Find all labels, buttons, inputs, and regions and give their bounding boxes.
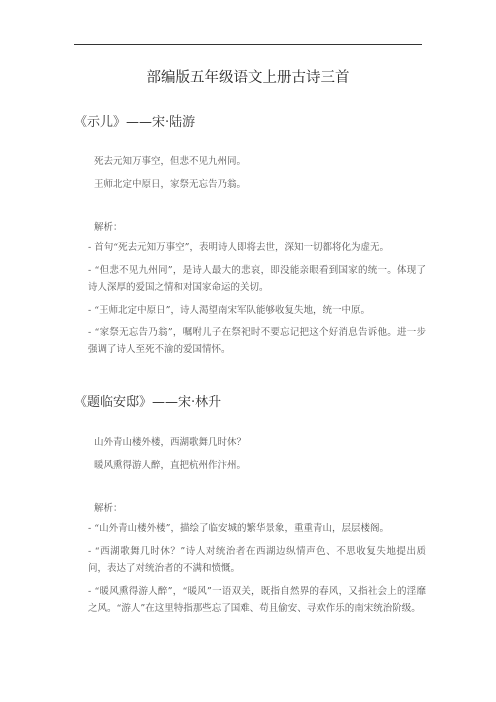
poem-title: 《示儿》——宋·陆游 (74, 115, 196, 130)
analysis-item: - “山外青山楼外楼”，描绘了临安城的繁华景象，重重青山，层层楼阁。 (88, 523, 389, 534)
poem-line: 王师北定中原日，家祭无忘告乃翁。 (94, 179, 247, 190)
analysis-item: - “王师北定中原日”，诗人渴望南宋军队能够收复失地，统一中原。 (88, 305, 370, 316)
analysis-item: - “家祭无忘告乃翁”，嘱咐儿子在祭祀时不要忘记把这个好消息告诉他。进一步强调了诗人至死不渝的爱国情怀。 (88, 327, 426, 355)
poem-line: 山外青山楼外楼，西湖歌舞几时休？ (94, 437, 247, 448)
analysis-item: - “西湖歌舞几时休？”诗人对统治者在西湖边纵情声色、不思收复失地提出质问，表达了对统治者的不满和愤慨。 (88, 546, 426, 574)
analysis-item: - 首句“死去元知万事空”，表明诗人即将去世，深知一切都将化为虚无。 (88, 242, 389, 253)
analysis-item: - “但悲不见九州同”，是诗人最大的悲哀，即没能亲眼看到国家的统一。体现了诗人深厚的爱国之情和对国家命运的关切。 (88, 265, 426, 293)
poem-line: 暖风熏得游人醉，直把杭州作汴州。 (94, 460, 247, 471)
analysis-label: 解析： (94, 222, 123, 233)
poem-title: 《题临安邸》——宋·林升 (74, 395, 222, 410)
poem-line: 死去元知万事空，但悲不见九州同。 (94, 156, 247, 167)
header-rule (74, 44, 422, 45)
analysis-label: 解析： (94, 503, 123, 514)
analysis-item: - “暖风熏得游人醉”，“暖风”一语双关，既指自然界的春风，又指社会上的淫靡之风。“游人”在这里特指那些忘了国难、苟且偷安、寻欢作乐的南宋统治阶级。 (88, 586, 426, 614)
document-title: 部编版五年级语文上册古诗三首 (146, 70, 350, 86)
